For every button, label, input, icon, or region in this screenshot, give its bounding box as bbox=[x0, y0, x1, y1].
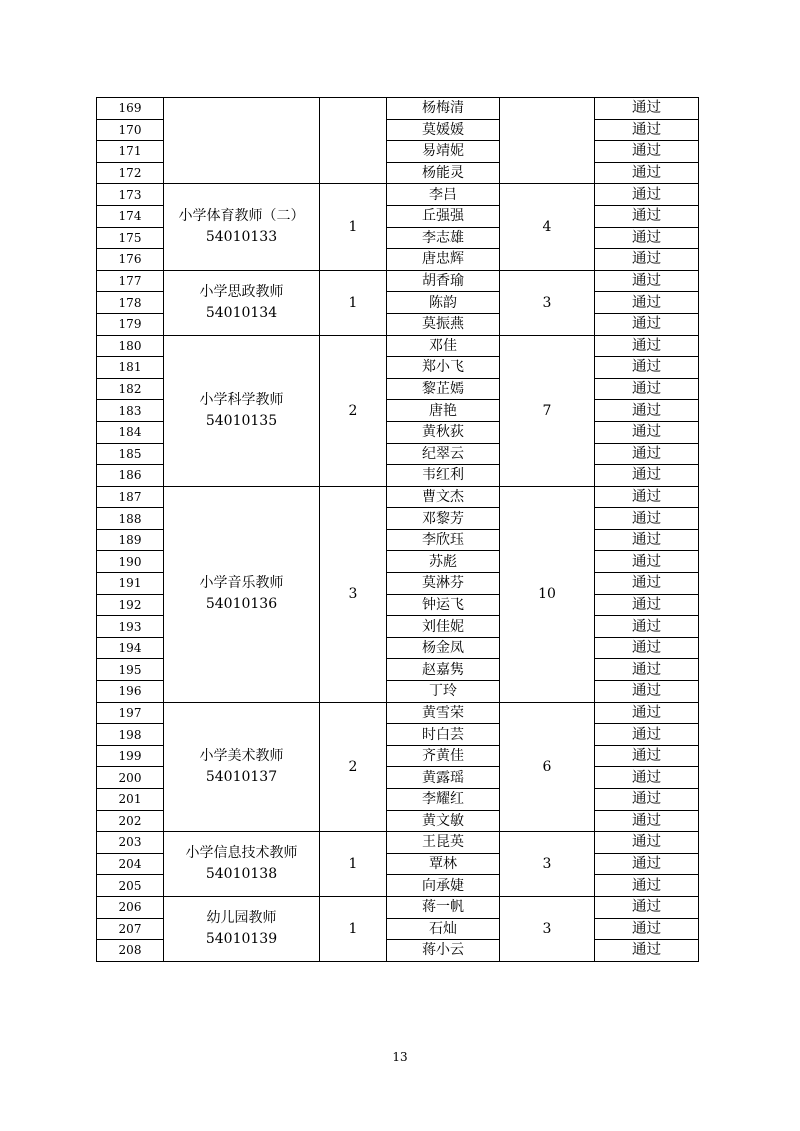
review-result-cell: 通过 bbox=[595, 205, 699, 227]
row-number-cell: 198 bbox=[97, 724, 164, 746]
review-result-cell: 通过 bbox=[595, 465, 699, 487]
candidate-name-cell: 钟运飞 bbox=[387, 594, 500, 616]
applicants-count-cell: 4 bbox=[500, 184, 595, 270]
candidate-name-cell: 黄秋荻 bbox=[387, 421, 500, 443]
candidate-name-cell: 郑小飞 bbox=[387, 357, 500, 379]
review-result-cell: 通过 bbox=[595, 249, 699, 271]
post-cell bbox=[164, 832, 320, 897]
candidate-name-cell: 莫淋芬 bbox=[387, 573, 500, 595]
post-name: 小学信息技术教师 bbox=[185, 845, 298, 862]
row-number-cell: 208 bbox=[97, 940, 164, 962]
review-result-cell: 通过 bbox=[595, 119, 699, 141]
review-result-cell: 通过 bbox=[595, 98, 699, 120]
candidate-name-cell: 黎芷嫣 bbox=[387, 378, 500, 400]
candidate-name-cell: 蒋小云 bbox=[387, 940, 500, 962]
post-cell bbox=[164, 702, 320, 832]
row-number-cell: 186 bbox=[97, 465, 164, 487]
review-result-cell: 通过 bbox=[595, 767, 699, 789]
review-result-cell: 通过 bbox=[595, 335, 699, 357]
row-number-cell: 194 bbox=[97, 637, 164, 659]
candidate-name-cell: 蒋一帆 bbox=[387, 896, 500, 918]
review-result-cell: 通过 bbox=[595, 508, 699, 530]
row-number-cell: 181 bbox=[97, 357, 164, 379]
row-number-cell: 200 bbox=[97, 767, 164, 789]
row-number-cell: 189 bbox=[97, 529, 164, 551]
review-result-cell: 通过 bbox=[595, 659, 699, 681]
table-row bbox=[97, 335, 699, 357]
row-number-cell: 179 bbox=[97, 313, 164, 335]
row-number-cell: 171 bbox=[97, 141, 164, 163]
review-result-cell: 通过 bbox=[595, 832, 699, 854]
applicants-count-cell: 6 bbox=[500, 702, 595, 832]
candidate-name-cell: 易靖妮 bbox=[387, 141, 500, 163]
row-number-cell: 173 bbox=[97, 184, 164, 206]
review-result-cell: 通过 bbox=[595, 378, 699, 400]
review-result-cell: 通过 bbox=[595, 637, 699, 659]
row-number-cell: 174 bbox=[97, 205, 164, 227]
review-result-cell: 通过 bbox=[595, 400, 699, 422]
post-cell bbox=[164, 270, 320, 335]
row-number-cell: 177 bbox=[97, 270, 164, 292]
row-number-cell: 170 bbox=[97, 119, 164, 141]
candidate-name-cell: 陈韵 bbox=[387, 292, 500, 314]
candidate-name-cell: 纪翠云 bbox=[387, 443, 500, 465]
review-result-cell: 通过 bbox=[595, 573, 699, 595]
review-result-cell: 通过 bbox=[595, 918, 699, 940]
review-result-cell: 通过 bbox=[595, 184, 699, 206]
review-result-cell: 通过 bbox=[595, 594, 699, 616]
row-number-cell: 184 bbox=[97, 421, 164, 443]
post-name: 小学体育教师（二） bbox=[178, 208, 305, 225]
candidate-name-cell: 石灿 bbox=[387, 918, 500, 940]
row-number-cell: 201 bbox=[97, 789, 164, 811]
review-result-cell: 通过 bbox=[595, 875, 699, 897]
row-number-cell: 182 bbox=[97, 378, 164, 400]
post-cell bbox=[164, 896, 320, 961]
review-result-cell: 通过 bbox=[595, 724, 699, 746]
table-row bbox=[97, 270, 699, 292]
candidate-name-cell: 唐艳 bbox=[387, 400, 500, 422]
post-cell bbox=[164, 184, 320, 270]
row-number-cell: 176 bbox=[97, 249, 164, 271]
table-row bbox=[97, 184, 699, 206]
candidate-name-cell: 李吕 bbox=[387, 184, 500, 206]
review-result-cell: 通过 bbox=[595, 745, 699, 767]
candidate-name-cell: 莫振燕 bbox=[387, 313, 500, 335]
review-result-cell: 通过 bbox=[595, 443, 699, 465]
post-name: 幼儿园教师 bbox=[206, 909, 277, 926]
row-number-cell: 172 bbox=[97, 162, 164, 184]
post-name: 小学思政教师 bbox=[199, 283, 284, 300]
candidate-name-cell: 邓黎芳 bbox=[387, 508, 500, 530]
review-result-cell: 通过 bbox=[595, 421, 699, 443]
applicants-count-cell: 3 bbox=[500, 832, 595, 897]
row-number-cell: 175 bbox=[97, 227, 164, 249]
applicants-count-cell: 3 bbox=[500, 270, 595, 335]
review-result-cell: 通过 bbox=[595, 702, 699, 724]
candidate-name-cell: 丁玲 bbox=[387, 681, 500, 703]
review-result-cell: 通过 bbox=[595, 616, 699, 638]
row-number-cell: 195 bbox=[97, 659, 164, 681]
review-result-cell: 通过 bbox=[595, 789, 699, 811]
review-result-cell: 通过 bbox=[595, 141, 699, 163]
review-result-cell: 通过 bbox=[595, 162, 699, 184]
candidate-name-cell: 时白芸 bbox=[387, 724, 500, 746]
candidate-table bbox=[96, 97, 699, 962]
post-cell bbox=[164, 335, 320, 486]
candidate-name-cell: 唐忠辉 bbox=[387, 249, 500, 271]
candidate-name-cell: 王昆英 bbox=[387, 832, 500, 854]
applicants-count-cell: 10 bbox=[500, 486, 595, 702]
quota-cell: 2 bbox=[320, 702, 387, 832]
row-number-cell: 169 bbox=[97, 98, 164, 120]
quota-cell: 1 bbox=[320, 896, 387, 961]
row-number-cell: 188 bbox=[97, 508, 164, 530]
row-number-cell: 206 bbox=[97, 896, 164, 918]
row-number-cell: 191 bbox=[97, 573, 164, 595]
quota-cell: 2 bbox=[320, 335, 387, 486]
review-result-cell: 通过 bbox=[595, 853, 699, 875]
row-number-cell: 185 bbox=[97, 443, 164, 465]
review-result-cell: 通过 bbox=[595, 551, 699, 573]
quota-cell: 1 bbox=[320, 270, 387, 335]
post-code: 54010137 bbox=[205, 768, 278, 785]
row-number-cell: 180 bbox=[97, 335, 164, 357]
candidate-name-cell: 黄雪荣 bbox=[387, 702, 500, 724]
candidate-name-cell: 黄露瑶 bbox=[387, 767, 500, 789]
candidate-name-cell: 向承婕 bbox=[387, 875, 500, 897]
candidate-name-cell: 杨金凤 bbox=[387, 637, 500, 659]
post-code: 54010138 bbox=[205, 866, 278, 883]
page-number: 13 bbox=[392, 1050, 408, 1064]
candidate-name-cell: 李志雄 bbox=[387, 227, 500, 249]
candidate-name-cell: 刘佳妮 bbox=[387, 616, 500, 638]
candidate-name-cell: 邓佳 bbox=[387, 335, 500, 357]
post-cell bbox=[164, 98, 320, 184]
candidate-name-cell: 杨能灵 bbox=[387, 162, 500, 184]
candidate-name-cell: 李耀红 bbox=[387, 789, 500, 811]
row-number-cell: 203 bbox=[97, 832, 164, 854]
review-result-cell: 通过 bbox=[595, 313, 699, 335]
applicants-count-cell: 7 bbox=[500, 335, 595, 486]
row-number-cell: 207 bbox=[97, 918, 164, 940]
table-row bbox=[97, 832, 699, 854]
review-result-cell: 通过 bbox=[595, 270, 699, 292]
post-name: 小学音乐教师 bbox=[199, 575, 284, 592]
post-code: 54010133 bbox=[205, 229, 278, 246]
candidate-name-cell: 李欣珏 bbox=[387, 529, 500, 551]
row-number-cell: 205 bbox=[97, 875, 164, 897]
quota-cell: 1 bbox=[320, 832, 387, 897]
review-result-cell: 通过 bbox=[595, 810, 699, 832]
review-result-cell: 通过 bbox=[595, 529, 699, 551]
quota-cell bbox=[320, 98, 387, 184]
review-result-cell: 通过 bbox=[595, 486, 699, 508]
row-number-cell: 204 bbox=[97, 853, 164, 875]
post-code: 54010134 bbox=[205, 304, 278, 321]
review-result-cell: 通过 bbox=[595, 940, 699, 962]
row-number-cell: 193 bbox=[97, 616, 164, 638]
candidate-name-cell: 胡香瑜 bbox=[387, 270, 500, 292]
candidate-name-cell: 杨梅清 bbox=[387, 98, 500, 120]
post-code: 54010139 bbox=[205, 930, 278, 947]
table-row bbox=[97, 896, 699, 918]
row-number-cell: 190 bbox=[97, 551, 164, 573]
table-row bbox=[97, 702, 699, 724]
post-name: 小学科学教师 bbox=[199, 391, 284, 408]
review-result-cell: 通过 bbox=[595, 227, 699, 249]
row-number-cell: 183 bbox=[97, 400, 164, 422]
row-number-cell: 199 bbox=[97, 745, 164, 767]
quota-cell: 1 bbox=[320, 184, 387, 270]
row-number-cell: 197 bbox=[97, 702, 164, 724]
review-result-cell: 通过 bbox=[595, 292, 699, 314]
row-number-cell: 178 bbox=[97, 292, 164, 314]
candidate-table-body bbox=[97, 98, 699, 962]
candidate-name-cell: 赵嘉隽 bbox=[387, 659, 500, 681]
row-number-cell: 202 bbox=[97, 810, 164, 832]
review-result-cell: 通过 bbox=[595, 896, 699, 918]
applicants-count-cell bbox=[500, 98, 595, 184]
candidate-name-cell: 韦红利 bbox=[387, 465, 500, 487]
candidate-name-cell: 覃林 bbox=[387, 853, 500, 875]
table-row bbox=[97, 486, 699, 508]
post-code: 54010135 bbox=[205, 412, 278, 429]
candidate-name-cell: 齐黄佳 bbox=[387, 745, 500, 767]
candidate-name-cell: 苏彪 bbox=[387, 551, 500, 573]
post-code: 54010136 bbox=[205, 596, 278, 613]
review-result-cell: 通过 bbox=[595, 681, 699, 703]
row-number-cell: 192 bbox=[97, 594, 164, 616]
post-cell bbox=[164, 486, 320, 702]
review-result-cell: 通过 bbox=[595, 357, 699, 379]
candidate-name-cell: 莫媛媛 bbox=[387, 119, 500, 141]
candidate-name-cell: 丘强强 bbox=[387, 205, 500, 227]
row-number-cell: 196 bbox=[97, 681, 164, 703]
candidate-name-cell: 黄文敏 bbox=[387, 810, 500, 832]
table-row bbox=[97, 98, 699, 120]
quota-cell: 3 bbox=[320, 486, 387, 702]
post-name: 小学美术教师 bbox=[199, 747, 284, 764]
applicants-count-cell: 3 bbox=[500, 896, 595, 961]
row-number-cell: 187 bbox=[97, 486, 164, 508]
candidate-name-cell: 曹文杰 bbox=[387, 486, 500, 508]
